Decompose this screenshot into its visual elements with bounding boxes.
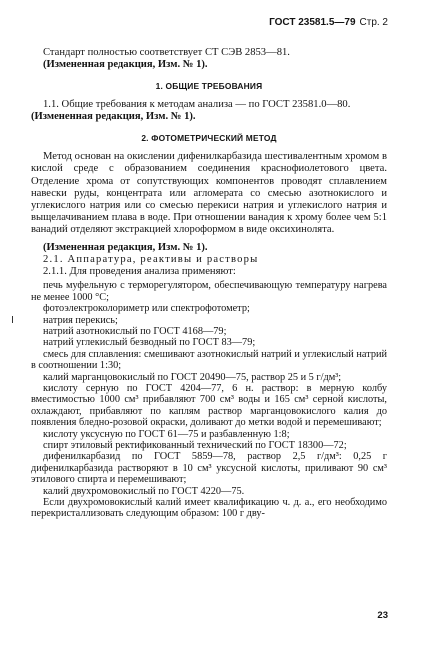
section-1-amendment: (Измененная редакция, Изм. № 1). (31, 111, 196, 123)
list-item: смесь для сплавления: смешивают азотнокислый натрий и углекислый натрий в соотношении 1:30; (31, 348, 387, 372)
section-2-amendment: (Измененная редакция, Изм. № 1). (43, 242, 208, 254)
list-item: натрия перекись; (43, 314, 118, 326)
list-item: калий марганцовокислый по ГОСТ 20490—75, раствор 25 и 5 г/дм³; (43, 371, 342, 383)
margin-mark (12, 316, 13, 323)
list-item: спирт этиловый ректификованный технический по ГОСТ 18300—72; (43, 440, 347, 451)
list-item: Если двухромовокислый калий имеет квалификацию ч. д. а., его необходимо перекристаллизовать следующим образом: 100 г дву- (31, 497, 387, 520)
list-item: фотоэлектроколориметр или спектрофотометр; (43, 303, 250, 315)
section-2-title: 2. ФОТОМЕТРИЧЕСКИЙ МЕТОД (141, 133, 277, 144)
intro-amendment: (Измененная редакция, Изм. № 1). (43, 59, 208, 71)
list-item: натрий углекислый безводный по ГОСТ 83—79; (43, 337, 256, 349)
section-1-paragraph: 1.1. Общие требования к методам анализа — по ГОСТ 23581.0—80. (43, 99, 351, 111)
subsection-2-1-heading (31, 254, 387, 266)
reagent-list (31, 280, 387, 520)
list-item: калий двухромовокислый по ГОСТ 4220—75. (43, 485, 245, 497)
running-header (269, 17, 388, 28)
standard-number: ГОСТ 23581.5—79 (269, 17, 356, 28)
list-item: кислоту уксусную по ГОСТ 61—75 и разбавленную 1:8; (43, 428, 290, 440)
page-body (31, 47, 387, 520)
page-label: Стр. 2 (359, 17, 388, 28)
list-item: кислоту серную по ГОСТ 4204—77, 6 н. раствор: в мерную колбу вместимостью 1000 см³ прибавляют 700 см³ воды и 165 см³ серной кислоты, охлаждают, прибавляют по каплям раствор марганцовокислого калия до появления бледно-розовой окраски, доливают до метки водой и перемешивают; (31, 382, 387, 429)
list-item: натрий азотнокислый по ГОСТ 4168—79; (43, 325, 227, 337)
list-item: печь муфельную с терморегулятором, обеспечивающую температуру нагрева не менее 1000 °С; (31, 280, 387, 303)
subsection-2-1-1: 2.1.1. Для проведения анализа применяют: (43, 266, 236, 278)
intro-text: Стандарт полностью соответствует СТ СЭВ 2853—81. (43, 47, 290, 58)
page-number: 23 (377, 610, 388, 621)
section-2-method-paragraph: Метод основан на окислении дифенилкарбазида шестивалентным хромом в кислой среде с образованием соединения краснофиолетового цвета. Отделение хрома от сопутствующих компонентов проводят сплавлением навески руды, концентрата или агломерата со смесью азотнокислого и углекислого натрия или со смесью перекиси натрия и углекислого натрия и выщелачиванием плава в воде. При отношении ванадия к хрому более чем 5:1 ванадий отделяют экстракцией хлороформом в виде оксихинолята. (31, 151, 387, 235)
section-1-title: 1. ОБЩИЕ ТРЕБОВАНИЯ (155, 81, 263, 92)
subsection-2-1-text: 2.1. Аппаратура, реактивы и растворы (43, 254, 259, 266)
list-item: дифенилкарбазид по ГОСТ 5859—78, раствор 2,5 г/дм³: 0,25 г дифенилкарбазида растворяют в 10 см³ уксусной кислоты, приливают 90 см³ этилового спирта и перемешивают; (31, 451, 387, 486)
